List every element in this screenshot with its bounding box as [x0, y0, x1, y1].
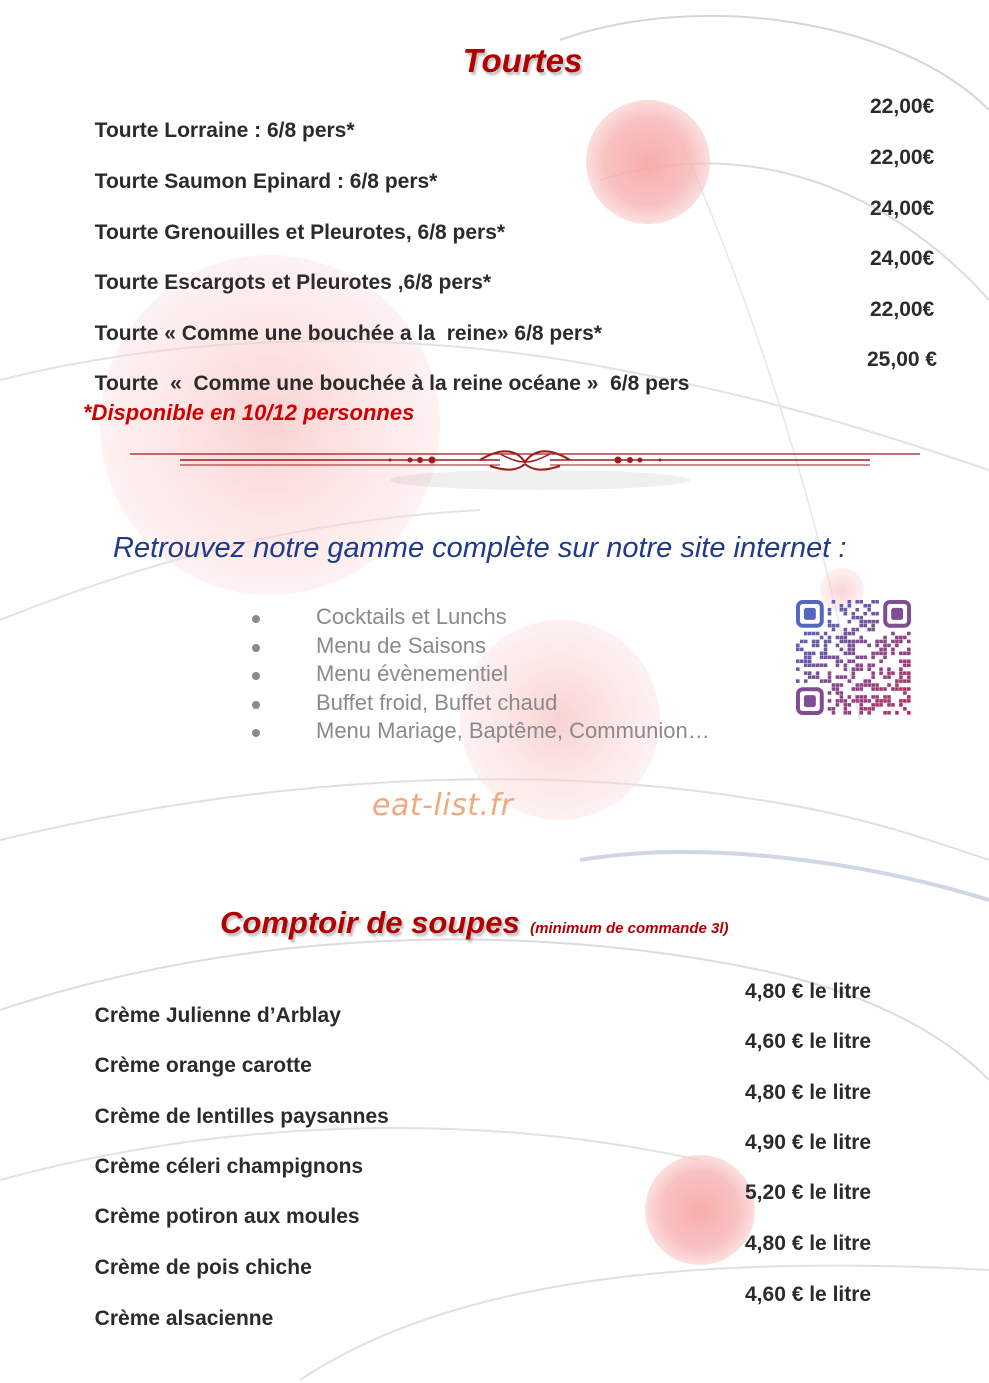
- soup-row: [83, 980, 872, 1027]
- soup-row: [83, 1030, 872, 1077]
- soupes-title-main: Comptoir de soupes: [220, 905, 520, 940]
- item-name: Crème Julienne d’Arblay: [94, 1004, 341, 1027]
- tourte-row: [83, 146, 935, 193]
- bullet-icon: [252, 701, 260, 709]
- item-price: 22,00€: [870, 146, 935, 169]
- list-item: [250, 690, 710, 719]
- soup-row: [83, 1131, 872, 1178]
- item-price: 4,80 € le litre: [745, 980, 872, 1003]
- item-price: 24,00€: [870, 247, 935, 270]
- availability-note: *Disponible en 10/12 personnes: [83, 400, 415, 425]
- item-name: Crème de lentilles paysannes: [94, 1105, 389, 1128]
- item-name: Crème orange carotte: [94, 1054, 312, 1077]
- item-name: Crème potiron aux moules: [94, 1205, 360, 1228]
- item-name: Crème alsacienne: [94, 1307, 274, 1330]
- qr-code-icon[interactable]: [796, 600, 911, 715]
- soupes-title: [220, 905, 729, 941]
- item-name: Tourte Saumon Epinard : 6/8 pers*: [94, 170, 438, 193]
- ornament-divider: [120, 440, 930, 500]
- bullet-icon: [252, 672, 260, 680]
- item-price: 4,80 € le litre: [745, 1081, 872, 1104]
- item-name: Tourte Lorraine : 6/8 pers*: [94, 119, 355, 142]
- item-price: 22,00€: [870, 298, 935, 321]
- soup-row: [83, 1181, 872, 1228]
- item-name: Crème de pois chiche: [94, 1256, 312, 1279]
- tourte-row: [83, 247, 935, 294]
- item-name: Tourte « Comme une bouchée à la reine océane » 6/8 pers: [94, 372, 690, 395]
- list-item: [250, 661, 710, 690]
- list-item: [250, 633, 710, 662]
- soupes-subtitle: (minimum de commande 3l): [530, 920, 729, 937]
- item-price: 4,80 € le litre: [745, 1232, 872, 1255]
- list-item-label: Cocktails et Lunchs: [316, 604, 507, 629]
- tourte-row: [83, 197, 935, 244]
- tourte-row: [83, 348, 938, 395]
- website-heading: Retrouvez notre gamme complète sur notre site internet :: [113, 532, 847, 564]
- offer-list: [250, 604, 710, 747]
- list-item-label: Menu Mariage, Baptême, Communion…: [316, 718, 710, 743]
- item-price: 4,60 € le litre: [745, 1283, 872, 1306]
- tourte-row: [83, 95, 935, 142]
- tourtes-title: Tourtes: [462, 42, 583, 79]
- list-item-label: Menu évènementiel: [316, 661, 509, 686]
- list-item-label: Menu de Saisons: [316, 632, 486, 658]
- bullet-icon: [252, 615, 260, 623]
- item-price: 4,60 € le litre: [745, 1030, 872, 1053]
- item-name: Tourte Grenouilles et Pleurotes, 6/8 pers*: [94, 221, 506, 244]
- soup-row: [83, 1081, 872, 1128]
- list-item: [250, 604, 710, 633]
- soup-row: [83, 1283, 872, 1330]
- soup-row: [83, 1232, 872, 1279]
- bullet-icon: [252, 729, 260, 737]
- bullet-icon: [252, 644, 260, 652]
- item-name: Tourte « Comme une bouchée a la reine» 6/8 pers*: [94, 322, 602, 345]
- item-price: 5,20 € le litre: [745, 1181, 872, 1204]
- item-price: 25,00 €: [867, 348, 938, 371]
- list-item-label: Buffet froid, Buffet chaud: [316, 689, 558, 715]
- item-price: 24,00€: [870, 197, 935, 220]
- item-price: 4,90 € le litre: [745, 1131, 872, 1154]
- tourte-row: [83, 298, 935, 345]
- watermark: eat-list.fr: [372, 788, 514, 823]
- item-name: Crème céleri champignons: [94, 1155, 364, 1178]
- list-item: [250, 718, 710, 747]
- item-name: Tourte Escargots et Pleurotes ,6/8 pers*: [94, 271, 492, 294]
- item-price: 22,00€: [870, 95, 935, 118]
